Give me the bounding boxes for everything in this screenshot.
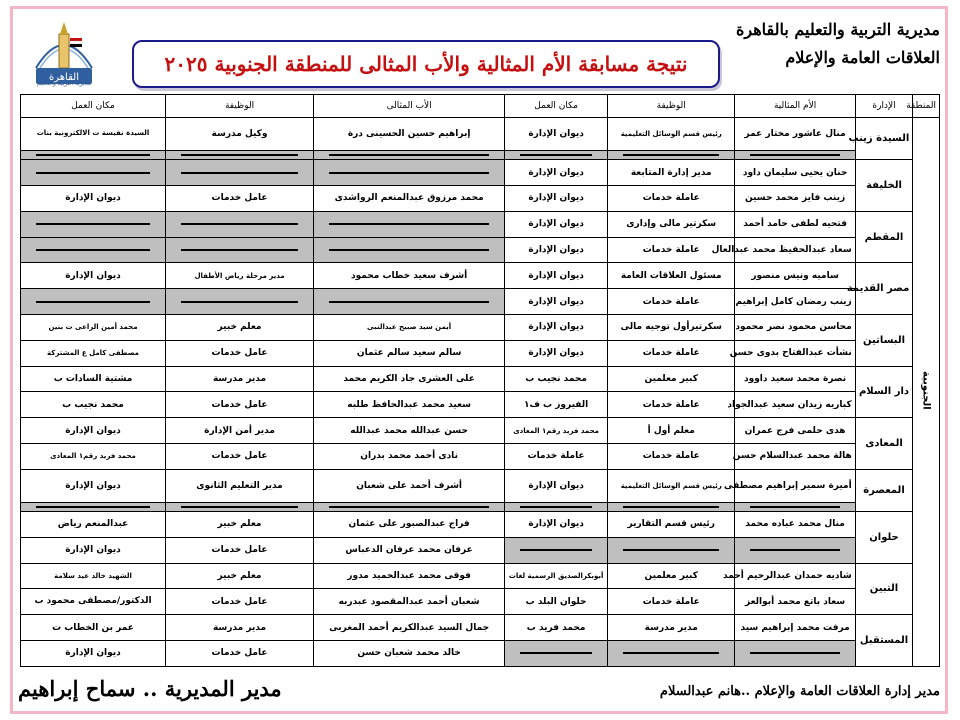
cell-mother-job: رئيس قسم الوسائل التعليمية [608,118,735,151]
cell-father-name: محمد مرزوق عبدالمنعم الرواشدى [314,186,505,212]
cell-mother-job: عاملة خدمات [608,589,735,615]
cell-father-job: عامل خدمات [166,392,314,418]
signature-public-relations-director: مدير إدارة العلاقات العامة والإعلام ..هانم عبدالسلام [659,684,940,699]
cell-mother-name: نشأت عبدالفتاح بدوى حسن [735,340,855,366]
cell-mother-name: كباريه زيدان سعيد عبدالجواد [735,392,855,418]
empty-dash [623,549,719,551]
cell-father-job: مدير التعليم الثانوى [166,469,314,502]
org-department: العلاقات العامة والإعلام [785,48,940,67]
cell-father-job: عامل خدمات [166,640,314,666]
cell-father-name: حسن عبدالله محمد عبدالله [314,418,505,444]
table-header-row [21,95,940,118]
admin-cell: التبين [855,563,913,615]
empty-dash [750,154,839,156]
table-row [21,186,940,212]
cell-mother-place: ديوان الإدارة [505,211,608,237]
table-row [21,469,940,502]
empty-dash [181,223,298,225]
cell-father-name: سالم سعيد سالم عثمان [314,340,505,366]
empty-cell [21,289,166,315]
empty-cell [166,160,314,186]
cell-father-place: محمد فريد رقم١ المعادى [21,443,166,469]
empty-dash [181,249,298,251]
cell-mother-place: ديوان الإدارة [505,289,608,315]
cell-father-name: جمال السيد عبدالكريم أحمد المغربى [314,615,505,641]
empty-dash [36,172,150,174]
table-row [21,237,940,263]
empty-dash [750,506,839,508]
table-row [21,263,940,289]
empty-cell [505,151,608,160]
empty-dash [623,652,719,654]
empty-dash [181,154,298,156]
cell-mother-job: مسئول العلاقات العامة [608,263,735,289]
cell-mother-job: عاملة خدمات [608,340,735,366]
cell-father-name: سعيد محمد عبدالحافظ طلبه [314,392,505,418]
cell-father-place: محمد أمين الراعى ت بنين [21,315,166,341]
empty-dash [623,506,719,508]
table-row [21,589,940,615]
cell-mother-job: عاملة خدمات [608,443,735,469]
cell-mother-place: عاملة خدمات [505,443,608,469]
table-row [21,640,940,666]
empty-dash [520,652,592,654]
empty-cell [314,502,505,511]
cell-mother-name: مرفت محمد إبراهيم سيد [735,615,855,641]
empty-cell [314,237,505,263]
cell-father-job: عامل خدمات [166,340,314,366]
cell-father-place: عمر بن الخطاب ت [21,615,166,641]
cell-mother-job: مدير مدرسة [608,615,735,641]
cell-mother-place: محمد فريد رقم١ المعادى [505,418,608,444]
cell-father-place: الدكتور/مصطفى محمود ب [21,589,166,615]
cell-mother-name: منال محمد عباده محمد [735,512,855,538]
table-row [21,563,940,589]
empty-dash [329,249,489,251]
admin-cell: حلوان [855,512,913,564]
cell-father-name: شعبان أحمد عبدالمقصود عبدربه [314,589,505,615]
empty-dash [181,172,298,174]
cell-father-job: عامل خدمات [166,186,314,212]
table-body [21,118,940,667]
admin-cell: المقطم [855,211,913,263]
cell-father-job: عامل خدمات [166,537,314,563]
table-row [21,537,940,563]
cell-mother-place: محمد فريد ب [505,615,608,641]
cell-father-place: السيدة نفيسة ت الالكترونية بنات [21,118,166,151]
cell-mother-place: ديوان الإدارة [505,186,608,212]
admin-cell: مصر القديمة [855,263,913,315]
table-row [21,418,940,444]
cell-mother-place: الفيروز ب ف١ [505,392,608,418]
cell-mother-job: كبير معلمين [608,563,735,589]
title-box [132,40,720,88]
cell-father-place: ديوان الإدارة [21,537,166,563]
cell-mother-job: عاملة خدمات [608,392,735,418]
cell-mother-name: سعاد باتع محمد أبوالعز [735,589,855,615]
cell-mother-place: ديوان الإدارة [505,160,608,186]
table-row [21,211,940,237]
footer [0,676,960,712]
cell-father-name: فوقى محمد عبدالحميد مدور [314,563,505,589]
cell-mother-name: نصرة محمد سعيد داوود [735,366,855,392]
cell-father-job: مدير مدرسة [166,615,314,641]
empty-cell [505,537,608,563]
empty-cell [735,537,855,563]
empty-dash [520,549,592,551]
table-row [21,151,940,160]
table-row [21,615,940,641]
empty-cell [166,151,314,160]
cell-mother-place: ديوان الإدارة [505,315,608,341]
empty-dash [181,301,298,303]
admin-cell: المعصرة [855,469,913,511]
empty-cell [505,640,608,666]
empty-cell [166,289,314,315]
admin-cell: دار السلام [855,366,913,418]
cell-mother-job: رئيس قسم الوسائل التعليمية [608,469,735,502]
cell-father-job: مدير أمن الإدارة [166,418,314,444]
cell-mother-name: محاسن محمود نصر محمود [735,315,855,341]
cell-father-name: أيمن سيد صبيح عبدالنبى [314,315,505,341]
cell-father-place: الشهيد خالد عيد سلامة [21,563,166,589]
admin-cell: الخليفة [855,160,913,212]
cell-mother-place: ديوان الإدارة [505,118,608,151]
column-header-father-place: مكان العمل [21,95,166,118]
empty-cell [608,502,735,511]
table-row [21,366,940,392]
empty-dash [36,223,150,225]
cell-mother-place: ديوان الإدارة [505,512,608,538]
column-header-mother-job: الوظيفة [608,95,735,118]
table-row [21,315,940,341]
empty-dash [329,154,489,156]
cell-mother-name: منال عاشور مختار عمر [735,118,855,151]
table-row [21,289,940,315]
cell-father-job: معلم خبير [166,512,314,538]
cell-father-place: عبدالمنعم رياض [21,512,166,538]
cell-father-job: مدير مرحلة رياض الأطفال [166,263,314,289]
empty-cell [21,237,166,263]
empty-cell [505,502,608,511]
region-label: الجنوبية [920,371,932,410]
cell-mother-job: عاملة خدمات [608,289,735,315]
cell-mother-place: ديوان الإدارة [505,340,608,366]
cell-mother-place: أبوبكرالصديق الرسمية لغات [505,563,608,589]
admin-cell: المعادى [855,418,913,470]
cell-mother-place: ديوان الإدارة [505,469,608,502]
cell-mother-job: عاملة خدمات [608,237,735,263]
cell-mother-name: زينب رمضان كامل إبراهيم [735,289,855,315]
empty-dash [329,301,489,303]
cell-father-name: خالد محمد شعبان حسن [314,640,505,666]
empty-cell [21,160,166,186]
cell-father-job: وكيل مدرسة [166,118,314,151]
column-header-mother-name: الأم المثالية [735,95,855,118]
cell-mother-name: فتحيه لطفى حامد أحمد [735,211,855,237]
table-row [21,118,940,151]
empty-cell [314,211,505,237]
empty-dash [329,172,489,174]
cell-father-name: أشرف سعيد خطاب محمود [314,263,505,289]
cell-mother-name: هالة محمد عبدالسلام حسن [735,443,855,469]
cell-father-place: ديوان الإدارة [21,640,166,666]
column-header-father-job: الوظيفة [166,95,314,118]
cell-father-job: مدير مدرسة [166,366,314,392]
empty-dash [181,506,298,508]
cell-mother-name: هدى حلمى فرج عمران [735,418,855,444]
empty-cell [314,289,505,315]
cell-father-job: عامل خدمات [166,443,314,469]
empty-dash [750,652,839,654]
empty-cell [608,537,735,563]
column-header-admin: الإدارة [855,95,913,118]
empty-cell [166,502,314,511]
admin-cell: السيدة زينب [855,118,913,160]
empty-cell [21,502,166,511]
empty-dash [329,223,489,225]
empty-dash [36,154,150,156]
empty-dash [520,154,592,156]
empty-cell [735,640,855,666]
empty-dash [520,506,592,508]
empty-cell [314,160,505,186]
table-row [21,392,940,418]
empty-dash [36,249,150,251]
cell-mother-name: ساميه ونيس منصور [735,263,855,289]
empty-cell [166,237,314,263]
empty-dash [750,549,839,551]
signature-directorate-director: مدير المديرية .. سماح إبراهيم [18,676,282,701]
empty-cell [608,640,735,666]
cell-father-name: على العشرى جاد الكريم محمد [314,366,505,392]
cell-mother-name: شاديه حمدان عبدالرحيم أحمد [735,563,855,589]
cell-father-name: نادى أحمد محمد بدران [314,443,505,469]
results-table [20,94,940,667]
column-header-region: المنطقة [913,95,940,118]
cell-father-name: فراج عبدالصبور على عثمان [314,512,505,538]
admin-cell: المستقبل [855,615,913,667]
cell-mother-name: زينب فايز محمد حسين [735,186,855,212]
empty-cell [608,151,735,160]
empty-cell [735,502,855,511]
page-title: نتيجة مسابقة الأم المثالية والأب المثالى للمنطقة الجنوبية ٢٠٢٥ [164,52,688,76]
empty-dash [36,506,150,508]
empty-cell [21,211,166,237]
cell-mother-name: حنان يحيى سليمان داود [735,160,855,186]
empty-dash [329,506,489,508]
table-row [21,340,940,366]
empty-cell [314,151,505,160]
cell-father-place: ديوان الإدارة [21,418,166,444]
cell-father-name: إبراهيم حسين الحسينى درة [314,118,505,151]
cell-father-job: معلم خبير [166,315,314,341]
empty-dash [623,154,719,156]
cell-father-place: محمد نجيب ب [21,392,166,418]
region-cell [913,118,940,667]
cell-mother-job: سكرتير مالى وإدارى [608,211,735,237]
cell-mother-job: مدير إدارة المتابعة [608,160,735,186]
cell-mother-place: محمد نجيب ب [505,366,608,392]
cell-father-place: ديوان الإدارة [21,263,166,289]
cell-mother-place: ديوان الإدارة [505,263,608,289]
cell-mother-place: حلوان البلد ب [505,589,608,615]
cell-mother-place: ديوان الإدارة [505,237,608,263]
column-header-father-name: الأب المثالى [314,95,505,118]
org-name: مديرية التربية والتعليم بالقاهرة [735,20,940,39]
empty-cell [735,151,855,160]
cell-father-place: مصطفى كامل ع المشتركة [21,340,166,366]
logo-text: القاهرة [49,72,79,83]
empty-cell [166,211,314,237]
cell-father-place: ديوان الإدارة [21,186,166,212]
empty-cell [21,151,166,160]
cell-father-job: معلم خبير [166,563,314,589]
cell-father-place: مشتية السادات ب [21,366,166,392]
column-header-mother-place: مكان العمل [505,95,608,118]
table-row [21,160,940,186]
cell-father-name: عرفان محمد عرفان الدعباس [314,537,505,563]
empty-dash [36,301,150,303]
cell-mother-name: أميرة سمير إبراهيم مصطفى [735,469,855,502]
header [0,0,960,96]
table-row [21,443,940,469]
cell-mother-job: كبير معلمين [608,366,735,392]
cell-father-job: عامل خدمات [166,589,314,615]
cell-mother-job: رئيس قسم التقارير [608,512,735,538]
cell-mother-job: عاملة خدمات [608,186,735,212]
cell-mother-job: سكرتيرأول توجيه مالى [608,315,735,341]
cell-mother-name: سعاد عبدالحفيظ محمد عبدالعال [735,237,855,263]
table-row [21,512,940,538]
admin-cell: البساتين [855,315,913,367]
table-row [21,502,940,511]
cell-father-place: ديوان الإدارة [21,469,166,502]
logo-caption: مديرية التربية والتعليم [36,80,92,87]
cell-mother-job: معلم أول أ [608,418,735,444]
cell-father-name: أشرف أحمد على شعبان [314,469,505,502]
